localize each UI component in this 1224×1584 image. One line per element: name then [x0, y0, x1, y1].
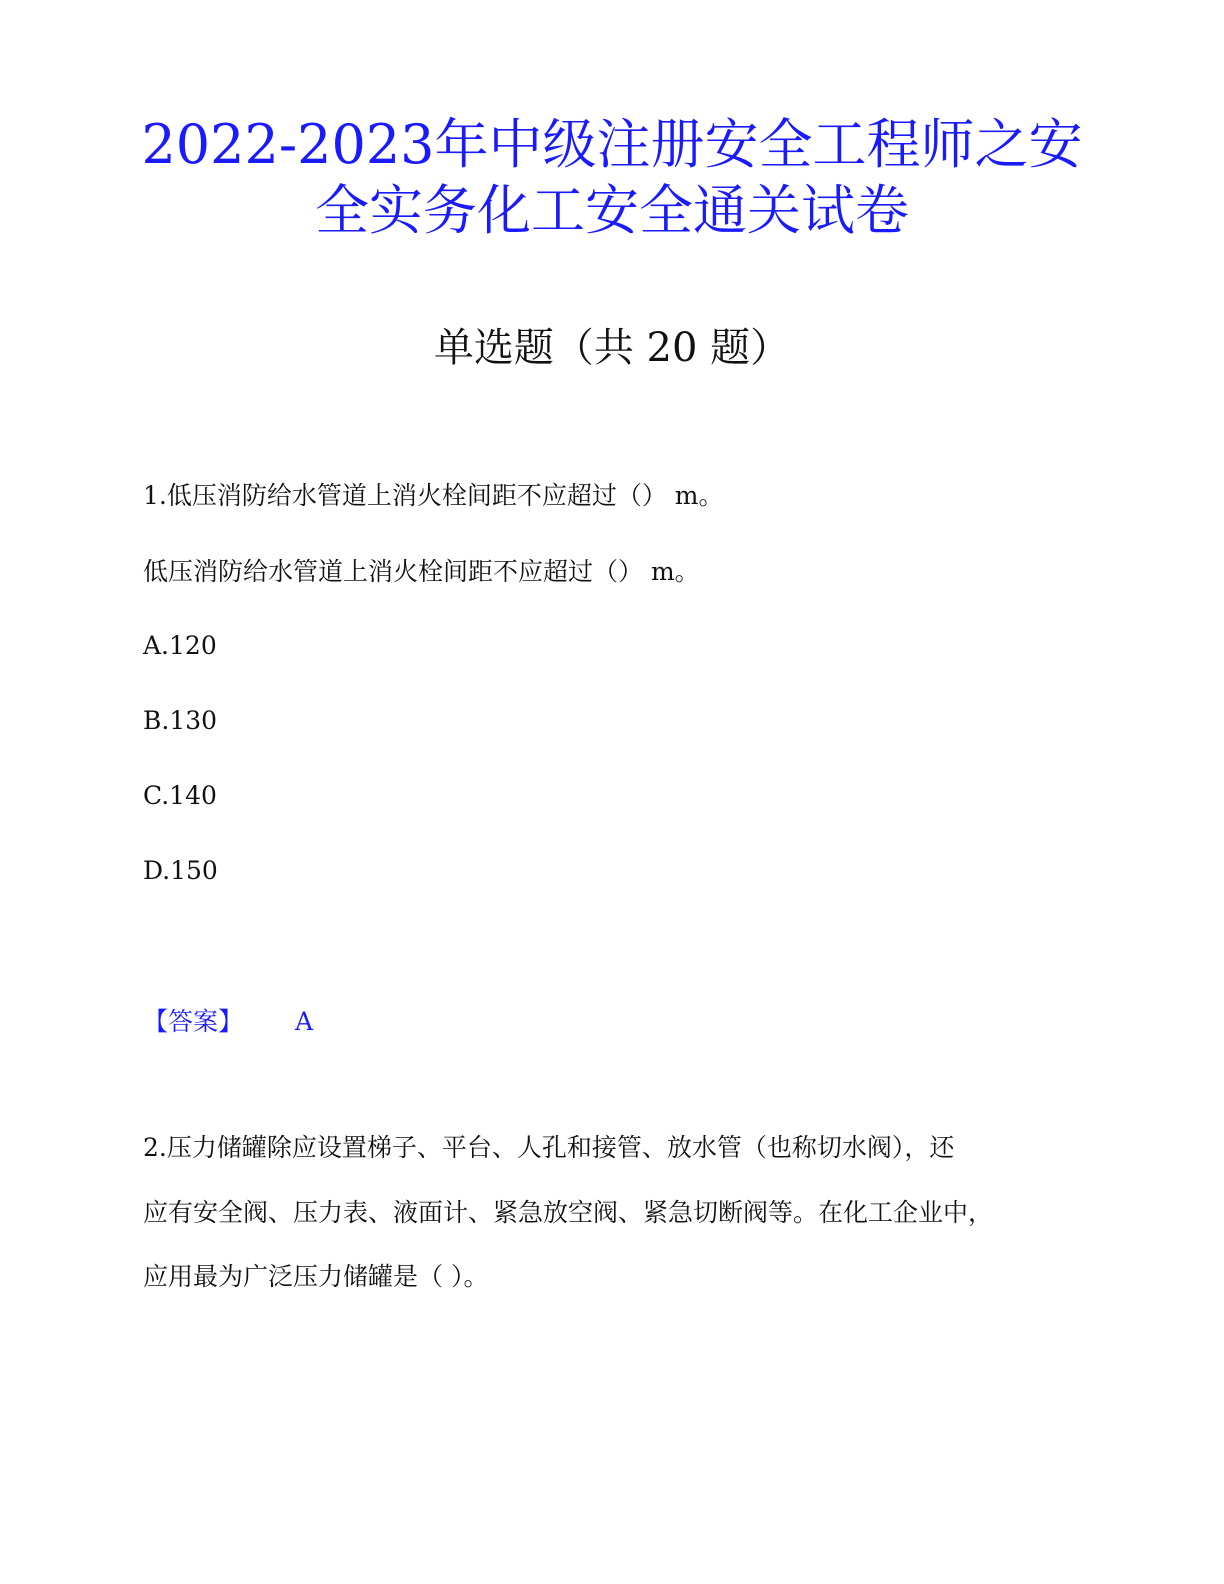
- question-1-restated: 低压消防给水管道上消火栓间距不应超过（） m。: [143, 557, 700, 586]
- section-heading: 单选题（共 20 题）: [433, 325, 791, 371]
- question-1-option-d: D.150: [143, 856, 218, 885]
- question-1-option-b: B.130: [143, 706, 218, 735]
- question-2-line-1: 2.压力储罐除应设置梯子、平台、人孔和接管、放水管（也称切水阀），还: [143, 1133, 955, 1162]
- question-1-option-c: C.140: [143, 781, 217, 810]
- title-line-2: 全实务化工安全通关试卷: [315, 179, 909, 242]
- question-1-stem: 1.低压消防给水管道上消火栓间距不应超过（） m。: [143, 481, 724, 510]
- answer-label: 【答案】: [143, 1007, 244, 1036]
- question-2-line-3: 应用最为广泛压力储罐是（ ）。: [143, 1262, 489, 1291]
- answer-value: A: [295, 1007, 314, 1036]
- title-line-1: 2022-2023年中级注册安全工程师之安: [141, 113, 1083, 176]
- question-1-answer: [143, 1004, 313, 1040]
- document-title: [60, 112, 1164, 244]
- question-2-line-2: 应有安全阀、压力表、液面计、紧急放空阀、紧急切断阀等。在化工企业中，: [143, 1198, 994, 1227]
- question-1-option-a: A.120: [143, 631, 217, 660]
